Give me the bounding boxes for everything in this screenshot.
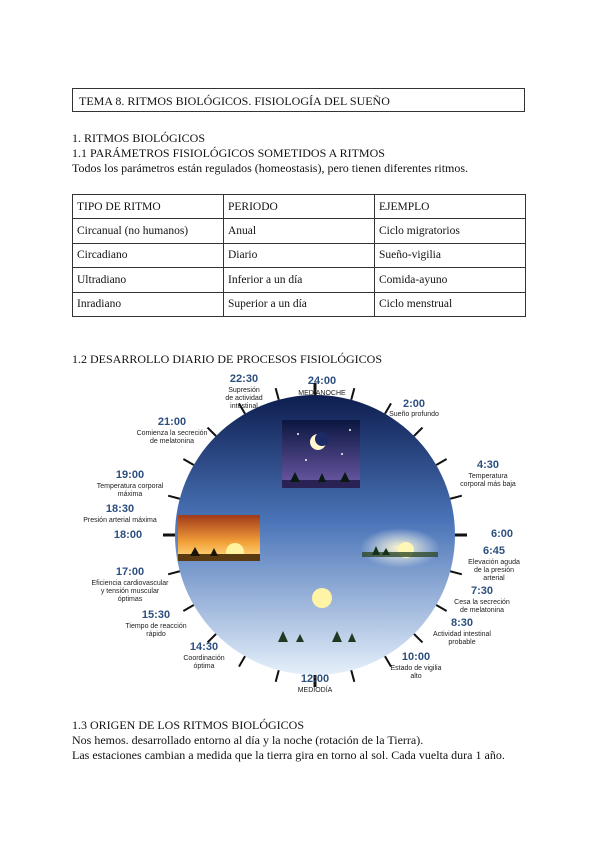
- section-1-3-line-2: Las estaciones cambian a medida que la tierra gira en torno al sol. Cada vuelta dura 1 año.: [72, 748, 505, 762]
- time-label: 18:30: [105, 503, 135, 515]
- table-row: [73, 292, 526, 316]
- event-label-line: alto: [410, 673, 422, 680]
- time-label: 10:00: [401, 651, 431, 663]
- table-cell: Ciclo menstrual: [375, 292, 526, 316]
- table-header-cell: TIPO DE RITMO: [73, 195, 224, 219]
- event-label: [454, 599, 510, 614]
- time-label: 7:30: [470, 585, 494, 597]
- document-title: TEMA 8. RITMOS BIOLÓGICOS. FISIOLOGÍA DEL SUEÑO: [72, 88, 525, 112]
- hour-tick: [450, 496, 462, 499]
- table-row: [73, 219, 526, 243]
- event-label-line: Temperatura: [468, 473, 508, 480]
- event-label-line: máxima: [117, 491, 143, 498]
- event-label-line: Comienza la secreción: [136, 430, 208, 437]
- time-label: 19:00: [115, 469, 145, 481]
- time-label: 8:30: [450, 617, 474, 629]
- hour-tick: [414, 634, 422, 642]
- section-1-3-line-1: Nos hemos. desarrollado entorno al día y la noche (rotación de la Tierra).: [72, 733, 424, 747]
- hour-tick: [168, 571, 180, 574]
- time-label: 4:30: [476, 459, 500, 471]
- event-label-line: Elevación aguda: [468, 559, 520, 566]
- table-cell: Ultradiano: [73, 268, 224, 292]
- event-label: MEDIANOCHE: [298, 390, 346, 397]
- event-label-line: intestinal: [230, 403, 258, 410]
- section-1-heading: 1. RITMOS BIOLÓGICOS: [72, 131, 206, 145]
- event-label-line: Eficiencia cardiovascular: [91, 580, 169, 587]
- table-cell: Circanual (no humanos): [73, 219, 224, 243]
- table-cell: Superior a un día: [224, 292, 375, 316]
- hour-tick: [276, 670, 279, 682]
- hour-tick: [183, 605, 193, 611]
- section-1-1-intro: Todos los parámetros están regulados (homeostasis), pero tienen diferentes ritmos.: [72, 161, 469, 175]
- night-scene: [282, 420, 360, 488]
- event-label-line: rápido: [146, 631, 166, 638]
- table-cell: Inferior a un día: [224, 268, 375, 292]
- time-label: 21:00: [157, 416, 187, 428]
- event-label-line: de actividad: [225, 395, 263, 402]
- table-cell: Circadiano: [73, 243, 224, 267]
- table-cell: Anual: [224, 219, 375, 243]
- event-label-line: Cesa la secreción: [454, 599, 510, 606]
- hour-tick: [351, 388, 354, 400]
- sunrise-scene: [360, 528, 440, 568]
- time-label: 6:45: [482, 545, 506, 557]
- sunset-scene: [178, 515, 260, 561]
- event-label-line: arterial: [483, 575, 505, 582]
- time-label: 14:30: [189, 641, 219, 653]
- event-label: [97, 483, 164, 498]
- hour-tick: [450, 571, 462, 574]
- event-label-line: de la presión: [473, 567, 515, 574]
- time-label: 6:00: [490, 528, 514, 540]
- section-1-1-heading: 1.1 PARÁMETROS FISIOLÓGICOS SOMETIDOS A RITMOS: [72, 146, 385, 160]
- table-cell: Comida-ayuno: [375, 268, 526, 292]
- section-1-2-heading: 1.2 DESARROLLO DIARIO DE PROCESOS FISIOLÓGICOS: [72, 352, 383, 366]
- event-label: [125, 623, 186, 638]
- section-1-3-heading: 1.3 ORIGEN DE LOS RITMOS BIOLÓGICOS: [72, 718, 305, 732]
- hour-tick: [208, 428, 216, 436]
- table-row: [73, 243, 526, 267]
- time-label: 2:00: [402, 398, 426, 410]
- table-row: [73, 268, 526, 292]
- table-cell: Ciclo migratorios: [375, 219, 526, 243]
- event-label: [460, 473, 516, 488]
- event-label: [91, 580, 169, 603]
- event-label-line: Estado de vigilia: [390, 665, 442, 672]
- event-label: Presión arterial máxima: [83, 517, 157, 524]
- time-label: 18:00: [113, 529, 143, 541]
- hour-tick: [351, 670, 354, 682]
- event-label-line: Temperatura corporal: [96, 483, 164, 490]
- table-header-row: [73, 195, 526, 219]
- event-label-line: de melatonina: [150, 438, 194, 445]
- time-label: 22:30: [229, 373, 259, 385]
- event-label: [468, 559, 520, 582]
- time-label: 15:30: [141, 609, 171, 621]
- hour-tick: [414, 428, 422, 436]
- event-label: Sueño profundo: [389, 411, 439, 418]
- event-label-line: Actividad intestinal: [433, 631, 491, 638]
- table-cell: Inradiano: [73, 292, 224, 316]
- event-label-line: óptimas: [117, 596, 143, 603]
- hour-tick: [276, 388, 279, 400]
- event-label: [433, 631, 491, 646]
- hour-tick: [436, 459, 446, 465]
- table-cell: Sueño-vigilia: [375, 243, 526, 267]
- hour-tick: [239, 656, 245, 666]
- table-cell: Diario: [224, 243, 375, 267]
- event-label: [391, 665, 442, 680]
- rhythm-types-table: [72, 194, 526, 317]
- event-label: [183, 655, 224, 670]
- event-label: MEDIODÍA: [297, 687, 333, 694]
- hour-tick: [168, 496, 180, 499]
- event-label-line: Supresión: [228, 387, 260, 394]
- time-label: 24:00: [307, 375, 337, 387]
- time-label: 17:00: [115, 566, 145, 578]
- event-label: [137, 430, 208, 445]
- event-label-line: Coordinación: [183, 655, 225, 662]
- event-label-line: probable: [448, 639, 476, 646]
- event-label-line: Tiempo de reacción: [125, 623, 187, 630]
- event-label: [225, 387, 262, 410]
- time-label: 12:00: [300, 673, 330, 685]
- hour-tick: [436, 605, 446, 611]
- event-label-line: y tensión muscular: [100, 588, 160, 595]
- event-label-line: de melatonina: [460, 607, 504, 614]
- table-header-cell: EJEMPLO: [375, 195, 526, 219]
- event-label-line: corporal más baja: [460, 481, 516, 488]
- hour-tick: [183, 459, 193, 465]
- circadian-clock-diagram: [60, 370, 540, 700]
- event-label-line: óptima: [193, 663, 215, 670]
- table-header-cell: PERIODO: [224, 195, 375, 219]
